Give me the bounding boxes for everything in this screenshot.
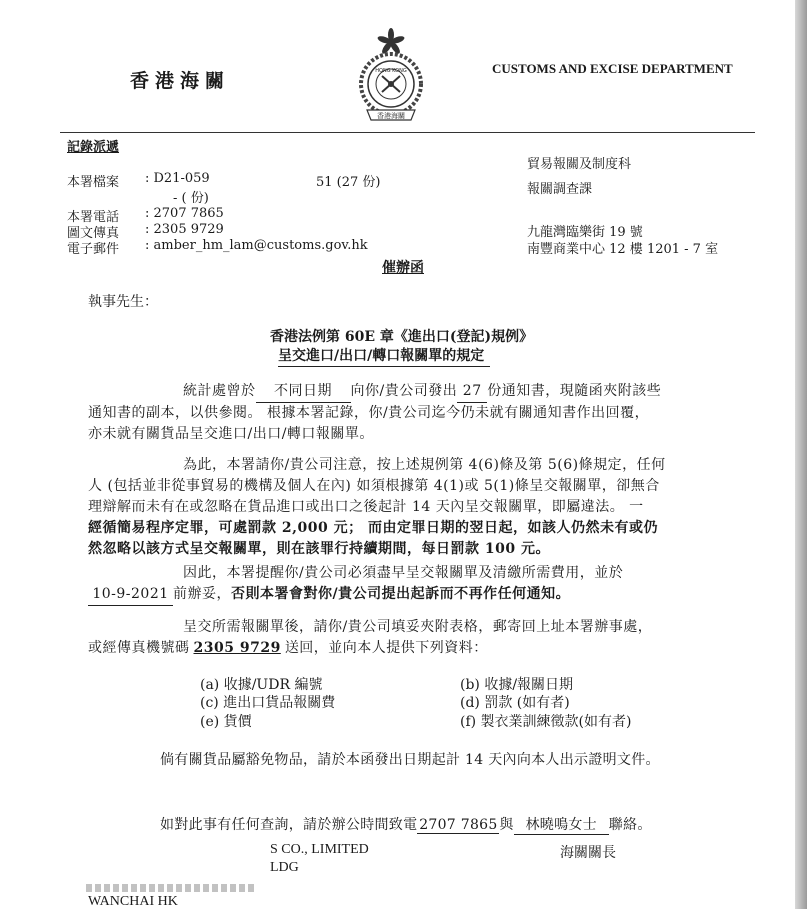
fax-label: 圖文傳真 [67,226,120,241]
page-edge [795,0,807,909]
p1-count-blank: 27 [457,381,487,403]
fax-value: : 2305 9729 [145,222,224,237]
emblem-top-text: HONG KONG [375,68,407,74]
p6-text-c: 聯絡。 [608,817,652,833]
paragraph-3 [88,563,623,606]
item-b: (b) 收據/報關日期 [460,677,574,693]
our-ref-label: 本署檔案 [67,175,120,190]
dept-name-cn: 香港海關 [130,70,231,92]
paragraph-1 [88,381,661,445]
p2-line3: 理辯解而未有在或忽略在貨品進口或出口之後起計 14 天內呈交報關單，即屬違法。 一 [88,499,644,515]
p4-fax: 2305 9729 [193,640,281,656]
letter-type: 催辦函 [382,260,424,276]
p6-text-b: 與 [499,817,514,833]
email-value: : amber_hm_lam@customs.gov.hk [145,238,368,253]
our-ref-line2: - ( 份) [173,191,209,206]
p3-bold: 否則本署會對你/貴公司提出起訴而不再作任何通知。 [231,586,571,602]
office-division: 貿易報關及制度科 [527,157,632,172]
item-e: (e) 貨價 [200,714,252,730]
p4-text-a: 或經傳真機號碼 [88,640,190,656]
p2-line5: 然忽略以該方式呈交報關單，則在該罪行持續期間，每日罰款 100 元。 [88,541,550,557]
office-address-line1: 九龍灣臨樂街 19 號 [527,225,643,240]
p2-line4: 經循簡易程序定罪，可處罰款 2,000 元； 而由定罪日期的翌日起，如該人仍然未有或仍 [88,520,658,536]
addressee-line3: WANCHAI HK [88,894,178,909]
office-section: 報關調查課 [527,182,593,197]
p1-line2: 通知書的副本，以供參閱。 根據本署記錄，你/貴公司迄今仍未就有關通知書作出回覆， [88,405,650,421]
p4-line1: 呈交所需報關單後，請你/貴公司填妥夾附表格，郵寄回上址本署辦事處， [183,619,653,635]
our-ref-extra: 51 (27 份) [316,175,381,190]
p3-text-a: 前辦妥， [173,586,231,602]
paragraph-6 [160,814,652,835]
header-rule [60,132,755,133]
p1-text-a: 統計處曾於 [183,383,256,399]
record-label: 記錄派遞 [67,140,120,155]
p3-deadline: 10-9-2021 [88,584,173,606]
signatory: 海關關長 [560,845,616,861]
item-a: (a) 收據/UDR 編號 [200,677,323,693]
office-address-line2: 南豐商業中心 12 樓 1201 - 7 室 [527,242,719,257]
dept-name-en: CUSTOMS AND EXCISE DEPARTMENT [492,61,733,76]
paragraph-2 [88,455,666,560]
tel-value: : 2707 7865 [145,206,224,221]
p1-text-b: 向你/貴公司發出 [350,383,458,399]
p2-line2: 人 (包括並非從事貿易的機構及個人在內) 如須根據第 4(1)或 5(1)條呈交報關單，卻無合 [88,478,660,494]
item-d: (d) 罰款 (如有者) [460,695,570,711]
tel-label: 本署電話 [67,210,120,225]
emblem-ribbon-text: 香港海關 [377,112,405,120]
p1-text-c: 份通知書，現隨函夾附該些 [487,383,662,399]
p3-line1: 因此，本署提醒你/貴公司必須盡早呈交報關單及清繳所需費用，並於 [183,565,624,581]
p6-text-a: 如對此事有任何查詢，請於辦公時間致電 [160,817,418,833]
subject-line2: 呈交進口/出口/轉口報關單的規定 [278,345,490,367]
paragraph-5: 倘有關貨品屬豁免物品，請於本函發出日期起計 14 天內向本人出示證明文件。 [160,752,660,768]
p6-name: 林曉鳴女士 [514,814,609,835]
addressee-line1: S CO., LIMITED [270,842,369,857]
p4-text-b: 送回，並向本人提供下列資料： [284,640,488,656]
addressee-line2: LDG [270,860,299,875]
redacted-address-fragment [86,884,256,892]
p2-line1: 為此，本署請你/貴公司注意，按上述規例第 4(6)條及第 5(6)條規定，任何 [183,457,666,473]
paragraph-4 [88,617,652,659]
subject-line1: 香港法例第 60E 章《進出口(登記)規例》 [270,329,534,345]
email-label: 電子郵件 [67,242,120,257]
our-ref-value: : D21-059 [145,171,210,186]
item-f: (f) 製衣業訓練徵款(如有者) [460,714,632,730]
salutation: 執事先生： [88,294,158,310]
p6-tel: 2707 7865 [419,817,498,833]
customs-emblem [345,28,437,130]
item-c: (c) 進出口貨品報關費 [200,695,336,711]
p1-line3: 亦未就有關貨品呈交進口/出口/轉口報關單。 [88,426,374,442]
p1-date-blank: 不同日期 [256,381,351,403]
